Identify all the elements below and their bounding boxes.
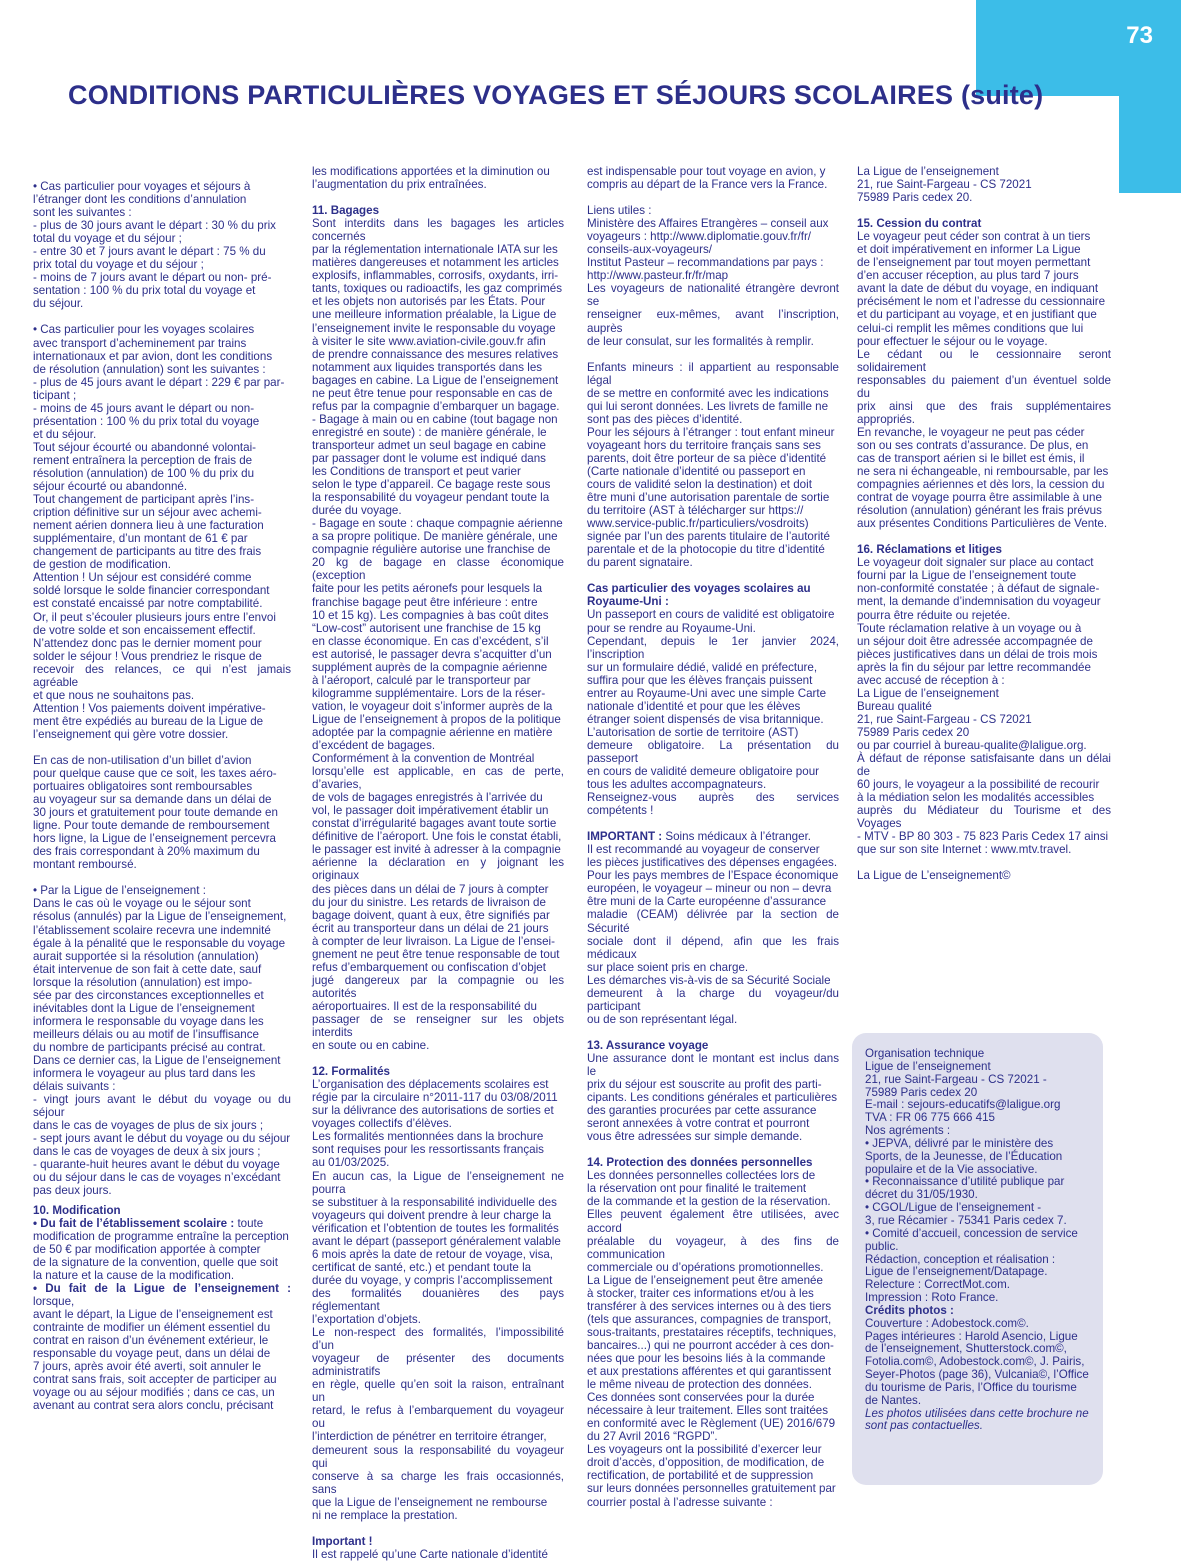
important-1-title: Important ! xyxy=(312,1534,373,1548)
paragraph-cancel-ligue: • Par la Ligue de l’enseignement : Dans le cas où le voyage ou le séjour sont résolus (annulés) par la Ligue de l’enseignement, l’établissement scolaire recevra une indemnité égale à la pénalité que le responsable du voyage aurait supportée si la résolution (annulation) était intervenue de son fait à cette date, sauf lorsque la résolution (annulation) est impo- sée par des circonstances exceptionnelles et inévitables dont la Ligue de l’enseignement informera le responsable du voyage dans les meilleurs délais ou au motif de l’insuffisance du nombre de participants précisé au contrat. Dans ce dernier cas, la Ligue de l’enseignement informera le voyageur au plus tard dans les délais suivants : - vingt jours avant le début du voyage ou du séjour dans le cas de voyages de plus de six jours ; - sept jours avant le début du voyage ou du séjour dans le cas de voyages de deux à six jours ; - quarante-huit heures avant le début du voyage ou du séjour dans le cas de voyages n’excédant pas deux jours. xyxy=(33,884,291,1198)
section-10-b: • Du fait de la Ligue de l’enseignement : lorsque, avant le départ, la Ligue de l’enseignement est contrainte de modifier un élément essentiel du contrat en raison d’un événement extérieur, le responsable du voyage peut, dans un délai de 7 jours, après avoir été averti, soit annuler le contrat sans frais, soit accepter de participer au voyage ou au séjour modifiés ; dans ce cas, un avenant au contrat sera alors conclu, précisant xyxy=(33,1281,291,1413)
minors-paragraph: Enfants mineurs : il appartient au responsable légal de se mettre en conformité avec les indications qui lui seront données. Les livrets de famille ne sont pas des pièces d’identité. Pour les séjours à l’étranger : tout enfant mineur voyageant hors du territoire français sans ses parents, doit être porteur de sa pièce d’identité (Carte nationale d’identité ou passeport en cours de validité selon la destination) et doit être muni d’une autorisation parentale de sortie du territoire (AST à télécharger sur https:// www.service-public.fr/particuliers/vosdroits) signée par l’un des parents titulaire de l’autorité parentale et de la photocopie du titre d’identité du parent signataire. xyxy=(587,360,839,570)
section-12-title: 12. Formalités xyxy=(312,1065,390,1079)
section-15-title: 15. Cession du contrat xyxy=(857,217,982,231)
organisation-info: Organisation technique Ligue de l’enseignement 21, rue Saint-Fargeau - CS 72021 - 75989 Paris cedex 20 E-mail : sejours-educatifs@laligue.org TVA : FR 06 775 666 415 Nos agréments : • JEPVA, délivré par le ministère des Sports, de la Jeunesse, de l’Éducation populaire et de la Vie associative. • Reconnaissance d’utilité publique par décret du 31/05/1930. • CGOL/Ligue de l’enseignement - 3, rue Récamier - 75341 Paris cedex 7. • Comité d’accueil, concession de service public. Rédaction, conception et réalisation : Ligue de l’enseignement/Datapage. Relecture : CorrectMot.com. Impression : Roto France. xyxy=(865,1047,1078,1305)
important-1-text: Il est rappelé qu’une Carte nationale d’identité xyxy=(312,1547,548,1561)
section-10-title: 10. Modification xyxy=(33,1203,121,1217)
section-16-text: Le voyageur doit signaler sur place au contact fourni par la Ligue de l’enseignement toute non-conformité constatée ; à défaut de signale- ment, la demande d’indemnisation du voyageur pourra être réduite ou rejetée. Toute réclamation relative à un voyage ou à un séjour doit être adressée accompagnée de pièces justificatives dans un délai de trois mois après la fin du séjour par lettre recommandée avec accusé de réception à : La Ligue de l’enseignement Bureau qualité 21, rue Saint-Fargeau - CS 72021 75989 Paris cedex 20 ou par courriel à bureau-qualite@laligue.org. À défaut de réponse satisfaisante dans un délai de 60 jours, le voyageur a la possibilité de recourir à la médiation selon les modalités accessibles auprès du Médiateur du Tourisme et des Voyages - MTV - BP 80 303 - 75 823 Paris Cedex 17 ainsi que sur son site Internet : www.mtv.travel. xyxy=(857,556,1111,857)
section-10-a: • Du fait de l’établissement scolaire : toute modification de programme entraîne la perception de 50 € par modification apportée à compter de la signature de la convention, quelle que soit la nature et la cause de la modification. xyxy=(33,1216,289,1282)
uk-text: Un passeport en cours de validité est obligatoire pour se rendre au Royaume-Uni. Cependant, depuis le 1er janvier 2024, l’inscription sur un formulaire dédié, validé en préfecture, suffira pour que les élèves français puissent entrer au Royaume-Uni avec une simple Carte nationale d’identité et pour que les élèves étranger soient dispensés de visa britannique. L’autorisation de sortie de territoire (AST) demeure obligatoire. La présentation du passeport en cours de validité demeure obligatoire pour tous les adultes accompagnateurs. Renseignez-vous auprès des services compétents ! xyxy=(587,608,839,818)
info-box-content xyxy=(865,1048,1097,1433)
postal-address: La Ligue de l’enseignement 21, rue Saint-Fargeau - CS 72021 75989 Paris cedex 20. xyxy=(857,165,1032,205)
section-13-title: 13. Assurance voyage xyxy=(587,1038,709,1052)
paragraph-cancel-trains: • Cas particulier pour les voyages scolaires avec transport d’acheminement par trains internationaux et par avion, dont les conditions de résolution (annulation) sont les suivantes : - plus de 45 jours avant le départ : 229 € par par- ticipant ; - moins de 45 jours avant le départ ou non- présentation : 100 % du prix total du voyage et du séjour. Tout séjour écourté ou abandonné volontai- rement entraînera la perception de frais de résolution (annulation) de 100 % du prix du séjour écourté ou abandonné. Tout changement de participant après l’ins- cription définitive sur un séjour avec achemi- nement aérien donnera lieu à une facturation supplémentaire, d’un montant de 61 € par changement de participants au titre des frais de gestion de modification. Attention ! Un séjour est considéré comme soldé lorsque le solde financier correspondant est constaté encaissé par notre comptabilité. Or, il peut s’écouler plusieurs jours entre l’envoi de votre solde et son encaissement effectif. N’attendez donc pas le dernier moment pour solder le séjour ! Vous prendriez le risque de recevoir des relances, ce qui n’est jamais agréable et que nous ne souhaitons pas. Attention ! Vos paiements doivent impérative- ment être expédiés au bureau de la Ligue de l’enseignement qui gère votre dossier. xyxy=(33,323,291,741)
section-11-title: 11. Bagages xyxy=(312,204,380,218)
useful-links: Liens utiles : Ministère des Affaires Etrangères – conseil aux voyageurs : http://www.diplomatie.gouv.fr/fr/ conseils-aux-voyageurs/ Institut Pasteur – recommandations par pays : http://www.pasteur.fr/fr/map Les voyageurs de nationalité étrangère devront se renseigner eux-mêmes, avant l’inscription, auprès de leur consulat, sur les formalités à remplir. xyxy=(587,204,839,348)
section-15-text: Le voyageur peut céder son contrat à un tiers et doit impérativement en informer La Ligue de l’enseignement par tout moyen permettant d’en accuser réception, au plus tard 7 jours avant la date de début du voyage, en indiquant précisément le nom et l’adresse du cessionnaire et du participant au voyage, et en justifiant que celui-ci remplit les mêmes conditions que lui pour effectuer le séjour ou le voyage. Le cédant ou le cessionnaire seront solidairement responsables du paiement d’un éventuel solde du prix ainsi que des frais supplémentaires appropriés. En revanche, le voyageur ne peut pas céder son ou ses contrats d’assurance. De plus, en cas de transport aérien si le billet est émis, il ne sera ni échangeable, ni remboursable, par les compagnies aériennes et dès lors, la cession du contrat de voyage pourra être assimilable à une résolution (annulation) générant les frais prévus aux présentes Conditions Particulières de Vente. xyxy=(857,230,1111,531)
column-1 xyxy=(33,180,291,1412)
photo-credits-title: Crédits photos : xyxy=(865,1303,954,1317)
section-12-text: L’organisation des déplacements scolaires est régie par la circulaire n°2011-117 du 03/08/2011 sur la délivrance des autorisations de sorties et voyages collectifs d’élèves. Les formalités mentionnées dans la brochure sont requises pour les ressortissants français au 01/03/2025. En aucun cas, la Ligue de l’enseignement ne pourra se substituer à la responsabilité individuelle des voyageurs qui doivent prendre à leur charge la vérification et l’obtention de toutes les formalités avant le départ (passeport généralement valable 6 mois après la date de retour de voyage, visa, certificat de santé, etc.) et pendant toute la durée du voyage, y compris l’accomplissement des formalités douanières des pays réglementant l’exportation d’objets. Le non-respect des formalités, l’impossibilité d’un voyageur de présenter des documents administratifs en règle, quelle qu’en soit la raison, entraînant un retard, le refus à l’embarquement du voyageur ou l’interdiction de pénétrer en territoire étranger, demeurent sous la responsabilité du voyageur qui conserve à sa charge les frais occasionnés, sans que la Ligue de l’enseignement ne rembourse ni ne remplace la prestation. xyxy=(312,1078,564,1522)
column-3 xyxy=(587,165,839,1509)
photo-credits: Couverture : Adobestock.com©. Pages intérieures : Harold Asencio, Ligue de l’enseignement, Shutterstock.com©, Fotolia.com©, Adobestock.com©, J. Pairis, Seyer-Photos (page 36), Vulcania©, l’Office du tourisme de Paris, l’Office du tourisme de Nantes. xyxy=(865,1316,1089,1407)
signature-line: La Ligue de L’enseignement© xyxy=(857,869,1011,883)
paragraph-airport-taxes: En cas de non-utilisation d’un billet d’avion pour quelque cause que ce soit, les taxes aéro- portuaires obligatoires sont remboursables au voyageur sur sa demande dans un délai de 30 jours et gratuitement pour toute demande en ligne. Pour toute demande de remboursement hors ligne, la Ligue de l’enseignement percevra des frais correspondant à 20% maximum du montant remboursé. xyxy=(33,753,278,872)
important-2: IMPORTANT : Soins médicaux à l’étranger. Il est recommandé au voyageur de conserver les pièces justificatives des dépenses engagées. Pour les pays membres de l’Espace économique européen, le voyageur – mineur ou non – devra être muni de la Carte européenne d’assurance maladie (CEAM) délivrée par la section de Sécurité sociale dont il dépend, afin que les frais médicaux sur place soient pris en charge. Les démarches vis-à-vis de sa Sécurité Sociale demeurent à la charge du voyageur/du participant ou de son représentant légal. xyxy=(587,830,839,1026)
page-number: 73 xyxy=(1126,22,1153,49)
column-2 xyxy=(312,165,564,1561)
page-title: CONDITIONS PARTICULIÈRES VOYAGES ET SÉJOURS SCOLAIRES (suite) xyxy=(68,80,1044,110)
id-card-continuation: est indispensable pour tout voyage en avion, y compris au départ de la France vers la France. xyxy=(587,165,828,192)
photo-disclaimer: Les photos utilisées dans cette brochure ne sont pas contactuelles. xyxy=(865,1406,1089,1433)
paragraph-cancel-abroad: • Cas particulier pour voyages et séjours à l’étranger dont les conditions d’annulation sont les suivantes : - plus de 30 jours avant le départ : 30 % du prix total du voyage et du séjour ; - entre 30 et 7 jours avant le départ : 75 % du prix total du voyage et du séjour ; - moins de 7 jours avant le départ ou non- pré- sentation : 100 % du prix total du voyage et du séjour. xyxy=(33,180,276,311)
column-4 xyxy=(857,165,1111,882)
section-13-text: Une assurance dont le montant est inclus dans le prix du séjour est souscrite au profit des parti- cipants. Les conditions générales et particulières des garanties procurées par cette assurance seront annexées à votre contrat et pourront vous être adressées sur simple demande. xyxy=(587,1051,839,1144)
section-14-title: 14. Protection des données personnelles xyxy=(587,1156,813,1170)
section-14-text: Les données personnelles collectées lors de la réservation ont pour finalité le traitement de la commande et la gestion de la réservation. Elles peuvent également être utilisées, avec accord préalable du voyageur, à des fins de communication commerciale ou d’opérations promotionnelles. La Ligue de l’enseignement peut être amenée à stocker, traiter ces informations et/ou à les transférer à des services internes ou à des tiers (tels que assurances, compagnies de transport, sous-traitants, prestataires réceptifs, techniques, bancaires...) qui ne pourront accéder à ces don- nées que pour les besoins liés à la commande et aux prestations afférentes et qui garantissent le même niveau de protection des données. Ces données sont conservées pour la durée nécessaire à leur traitement. Elles sont traitées en conformité avec le Règlement (UE) 2016/679 du 27 Avril 2016 “RGPD”. Les voyageurs ont la possibilité d’exercer leur droit d’accès, d’opposition, de modification, de rectification, de portabilité et de suppression sur leurs données personnelles gratuitement par courrier postal à l’adresse suivante : xyxy=(587,1169,839,1509)
section-10-continuation: les modifications apportées et la diminution ou l’augmentation du prix entraînées. xyxy=(312,165,550,192)
section-11-text: Sont interdits dans les bagages les articles concernés par la réglementation internationale IATA sur les matières dangereuses et notamment les articles explosifs, inflammables, corrosifs, oxydants, irri- tants, toxiques ou radioactifs, les gaz comprimés et les objets non autorisés par les États. Pour une meilleure information préalable, la Ligue de l’enseignement invite le responsable du voyage à visiter le site www.aviation-civile.gouv.fr afin de prendre connaissance des mesures relatives notamment aux liquides transportés dans les bagages en cabine. La Ligue de l’enseignement ne peut être tenue pour responsable en cas de refus par la compagnie d’embarquer un bagage. - Bagage à main ou en cabine (tout bagage non enregistré en soute) : de manière générale, le transporteur admet un seul bagage en cabine par passager dont le volume est indiqué dans les Conditions de transport et peut varier selon le type d’appareil. Ce bagage reste sous la responsabilité du voyageur pendant toute la durée du voyage. - Bagage en soute : chaque compagnie aérienne a sa propre politique. De manière générale, une compagnie régulière autorise une franchise de 20 kg de bagage en classe économique (exception faite pour les petits aéronefs pour lesquels la franchise bagage peut être inférieure : entre 10 et 15 kg). Les compagnies à bas coût dites “Low-cost” autorisent une franchise de 15 kg en classe économique. En cas d’excédent, s’il est autorisé, le passager devra s’acquitter d’un supplément auprès de la compagnie aérienne à l’aéroport, calculé par le transporteur par kilogramme supplémentaire. Lors de la réser- vation, le voyageur doit s’informer auprès de la Ligue de l’enseignement à propos de la politique adoptée par la compagnie aérienne en matière d’excédent de bagages. Conformément à la convention de Montréal lorsqu’elle est applicable, en cas de perte, d’avaries, de vols de bagages enregistrés à l’arrivée du vol, le passager doit impérativement établir un constat d’irrégularité bagages avant toute sortie définitive de l’aéroport. Une fois le constat établi, le passager est invité à adresser à la compagnie aérienne la déclaration en y joignant les originaux des pièces dans un délai de 7 jours à compter du jour du sinistre. Les retards de livraison de bagage doivent, quant à eux, être signifiés par écrit au transporteur dans un délai de 21 jours à compter de leur livraison. La Ligue de l’ensei- gnement ne peut être tenue responsable de tout refus d’embarquement ou confiscation d’objet jugé dangereux par la compagnie ou les autorités aéroportuaires. Il est de la responsabilité du passager de se renseigner sur les objets interdits en soute ou en cabine. xyxy=(312,217,564,1053)
section-16-title: 16. Réclamations et litiges xyxy=(857,543,1002,557)
uk-title: Cas particulier des voyages scolaires au Royaume-Uni : xyxy=(587,582,811,609)
